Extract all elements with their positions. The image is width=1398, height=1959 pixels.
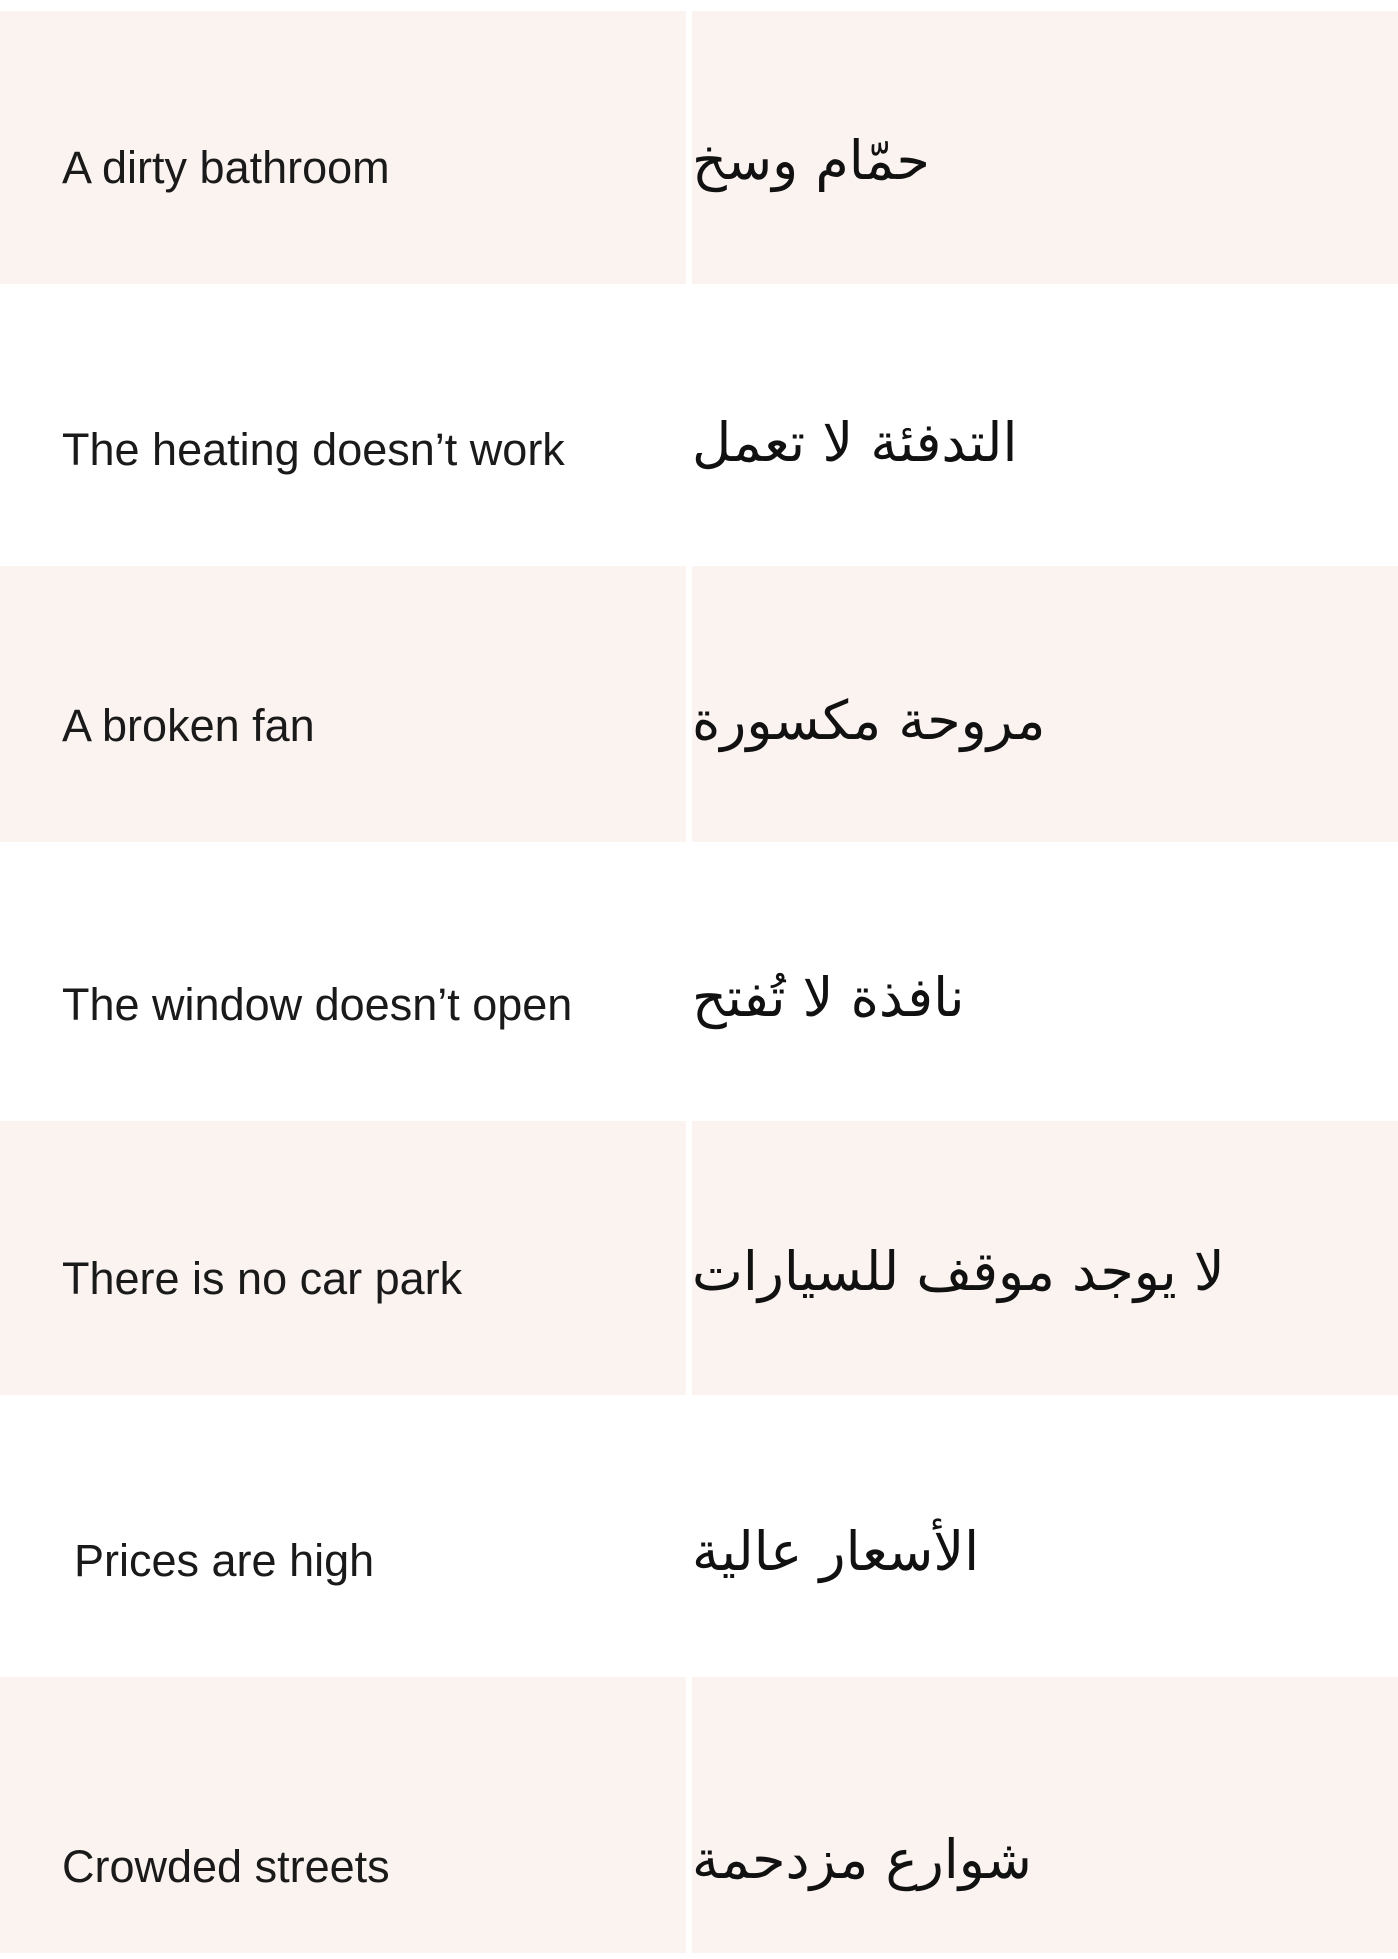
table-row [0,842,1398,1121]
arabic-phrase: حمّام وسخ [692,129,930,192]
english-phrase: Crowded streets [62,1841,390,1892]
arabic-cell [692,11,1398,284]
arabic-cell [692,842,1398,1121]
table-row [0,1121,1398,1395]
vocabulary-table [0,11,1398,1953]
english-phrase: A dirty bathroom [62,142,390,193]
english-phrase: Prices are high [74,1535,375,1586]
arabic-phrase: التدفئة لا تعمل [692,411,1018,474]
english-cell [0,842,686,1121]
english-cell [0,11,686,284]
table-row [0,11,1398,284]
english-phrase: There is no car park [62,1253,463,1304]
table-row [0,566,1398,842]
english-phrase: A broken fan [62,700,315,751]
english-phrase: The heating doesn’t work [62,424,565,475]
arabic-cell [692,1677,1398,1953]
table-row [0,1677,1398,1953]
arabic-phrase: شوارع مزدحمة [692,1828,1032,1891]
arabic-cell [692,284,1398,566]
arabic-phrase: الأسعار عالية [692,1520,980,1583]
english-cell [0,1395,686,1677]
english-cell [0,566,686,842]
arabic-phrase: نافذة لا تُفتح [692,966,965,1029]
arabic-cell [692,1121,1398,1395]
table-row [0,284,1398,566]
arabic-phrase: مروحة مكسورة [692,689,1046,752]
english-phrase: The window doesn’t open [62,979,573,1030]
english-cell [0,284,686,566]
arabic-cell [692,566,1398,842]
arabic-phrase: لا يوجد موقف للسيارات [692,1240,1225,1303]
english-cell [0,1121,686,1395]
table-row [0,1395,1398,1677]
arabic-cell [692,1395,1398,1677]
english-cell [0,1677,686,1953]
